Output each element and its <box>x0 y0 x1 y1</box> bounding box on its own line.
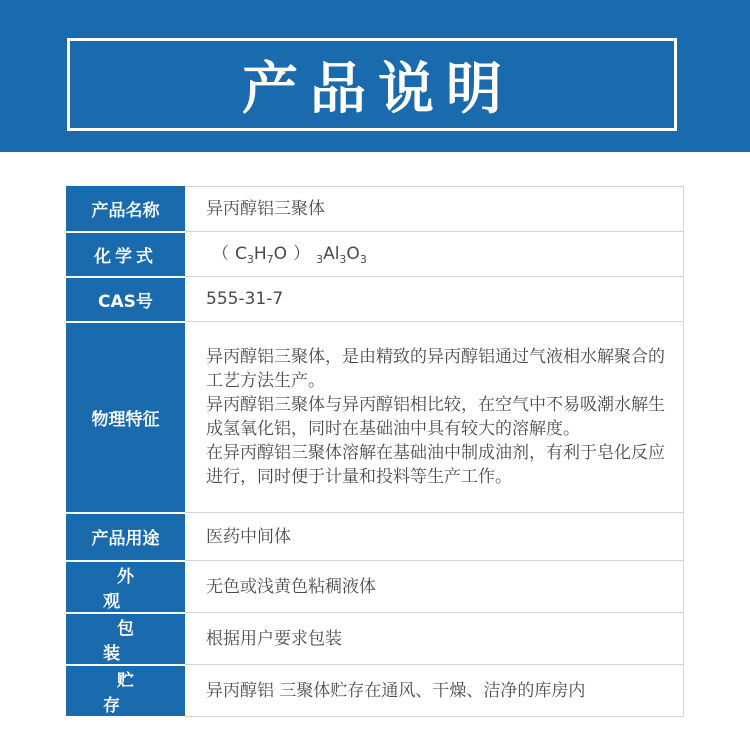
value-usage: 医药中间体 <box>185 513 684 561</box>
formula-group-sub: 3 <box>316 253 324 266</box>
table-row-formula <box>67 232 684 277</box>
label-storage: 贮存 <box>67 665 185 717</box>
physical-paragraph-1: 异丙醇铝三聚体，是由精致的异丙醇铝通过气液相水解聚合的工艺方法生产。 <box>206 347 665 391</box>
value-cas: 555-31-7 <box>185 277 684 322</box>
label-appearance: 外观 <box>67 561 185 613</box>
label-usage: 产品用途 <box>67 513 185 561</box>
label-cas: CAS号 <box>67 277 185 322</box>
formula-h-sub: 7 <box>266 253 274 266</box>
label-formula: 化学式 <box>67 232 185 277</box>
table-row-storage <box>67 665 684 717</box>
value-storage: 异丙醇铝 三聚体贮存在通风、干燥、洁净的库房内 <box>185 665 684 717</box>
value-product-name: 异丙醇铝三聚体 <box>185 187 684 232</box>
value-formula <box>185 232 684 277</box>
table-row-physical <box>67 322 684 513</box>
table-row-cas <box>67 277 684 322</box>
header-banner <box>0 0 750 152</box>
formula-open-paren: （ <box>212 244 229 264</box>
formula-o: O <box>273 244 288 264</box>
formula-close-paren: ） <box>293 244 311 264</box>
formula-c-sub: 3 <box>246 253 254 266</box>
formula-h: H <box>253 244 267 264</box>
value-packaging: 根据用户要求包装 <box>185 613 684 665</box>
physical-paragraph-3: 在异丙醇铝三聚体溶解在基础油中制成油剂，有利于皂化反应进行，同时便于计量和投料等生产工作。 <box>206 443 665 487</box>
formula-c: C <box>235 244 247 264</box>
formula-al: Al <box>323 244 340 264</box>
value-appearance: 无色或浅黄色粘稠液体 <box>185 561 684 613</box>
formula-o2-sub: 3 <box>359 253 367 266</box>
product-spec-table <box>66 186 684 718</box>
label-packaging: 包装 <box>67 613 185 665</box>
physical-paragraph-2: 异丙醇铝三聚体与异丙醇铝相比较，在空气中不易吸潮水解生成氢氧化铝，同时在基础油中具有较大的溶解度。 <box>206 395 665 439</box>
page-title: 产品说明 <box>242 56 514 122</box>
formula-al-sub: 3 <box>339 253 347 266</box>
label-product-name: 产品名称 <box>67 187 185 232</box>
table-row-usage <box>67 513 684 561</box>
formula-o2: O <box>346 244 360 264</box>
table-row-packaging <box>67 613 684 665</box>
label-physical: 物理特征 <box>67 322 185 513</box>
title-frame <box>67 38 677 131</box>
value-physical <box>185 322 684 513</box>
table-row-name <box>67 187 684 232</box>
table-row-appearance <box>67 561 684 613</box>
